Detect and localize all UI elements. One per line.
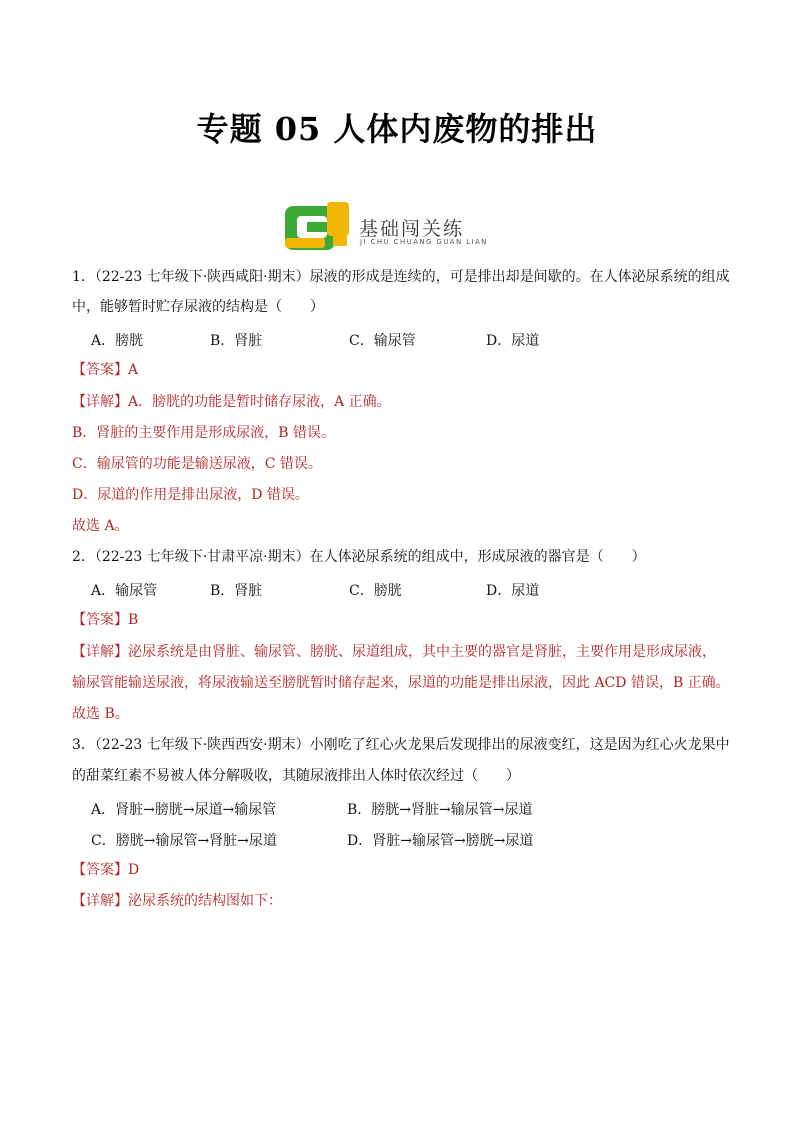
q3-option-c: C．膀胱→输尿管→肾脏→尿道 xyxy=(91,833,277,849)
q1-stem-line2: 中，能够暂时贮存尿液的结构是（ ） xyxy=(72,299,324,315)
q2-option-c: C．膀胱 xyxy=(349,583,402,599)
banner-subtitle: JI CHU CHUANG GUAN LIAN xyxy=(360,238,488,246)
section-banner xyxy=(283,200,523,256)
q2-option-a: A．输尿管 xyxy=(91,583,158,599)
q1-explain-4: D．尿道的作用是排出尿液，D 错误。 xyxy=(72,487,309,503)
q3-explain: 【详解】泌尿系统的结构图如下： xyxy=(72,893,282,909)
q2-option-d: D．尿道 xyxy=(486,583,540,599)
q3-stem-line2: 的甜菜红素不易被人体分解吸收，其随尿液排出人体时依次经过（ ） xyxy=(72,768,520,784)
q2-answer: 【答案】B xyxy=(72,612,139,628)
banner-title: 基础闯关练 xyxy=(359,218,465,240)
q1-option-d: D．尿道 xyxy=(486,333,540,349)
q1-stem-line1: 1．（22-23 七年级下·陕西咸阳·期末）尿液的形成是连续的，可是排出却是间歇的。在人体泌尿系统的组成 xyxy=(72,269,730,285)
q2-explain-1: 【详解】泌尿系统是由肾脏、输尿管、膀胱、尿道组成，其中主要的器官是肾脏，主要作用是形成尿液， xyxy=(72,644,716,660)
q3-option-d: D．肾脏→输尿管→膀胱→尿道 xyxy=(347,833,534,849)
q1-explain-1: 【详解】A．膀胱的功能是暂时储存尿液，A 正确。 xyxy=(72,394,391,410)
q3-option-a: A．肾脏→膀胱→尿道→输尿管 xyxy=(91,802,277,818)
q1-explain-2: B．肾脏的主要作用是形成尿液，B 错误。 xyxy=(72,425,336,441)
q3-option-b: B．膀胱→肾脏→输尿管→尿道 xyxy=(347,802,533,818)
q2-stem-line1: 2．（22-23 七年级下·甘肃平凉·期末）在人体泌尿系统的组成中，形成尿液的器官是（ ） xyxy=(72,549,646,565)
q3-stem-line1: 3．（22-23 七年级下·陕西西安·期末）小刚吃了红心火龙果后发现排出的尿液变红，这是因为红心火龙果中 xyxy=(72,737,730,753)
q2-option-b: B．肾脏 xyxy=(210,583,263,599)
q1-option-c: C．输尿管 xyxy=(349,333,416,349)
q3-answer: 【答案】D xyxy=(72,862,140,878)
page-title: 专题 05 人体内废物的排出 xyxy=(196,110,598,148)
q2-choose: 故选 B。 xyxy=(72,706,129,722)
q2-explain-2: 输尿管能输送尿液，将尿液输送至膀胱暂时储存起来，尿道的功能是排出尿液，因此 ACD 错误，B 正确。 xyxy=(72,675,730,691)
q1-option-b: B．肾脏 xyxy=(210,333,263,349)
q1-answer: 【答案】A xyxy=(72,362,139,378)
q1-choose: 故选 A。 xyxy=(72,518,129,534)
cj-logo-icon xyxy=(283,200,353,256)
q1-option-a: A．膀胱 xyxy=(91,333,144,349)
q1-explain-3: C．输尿管的功能是输送尿液，C 错误。 xyxy=(72,456,322,472)
